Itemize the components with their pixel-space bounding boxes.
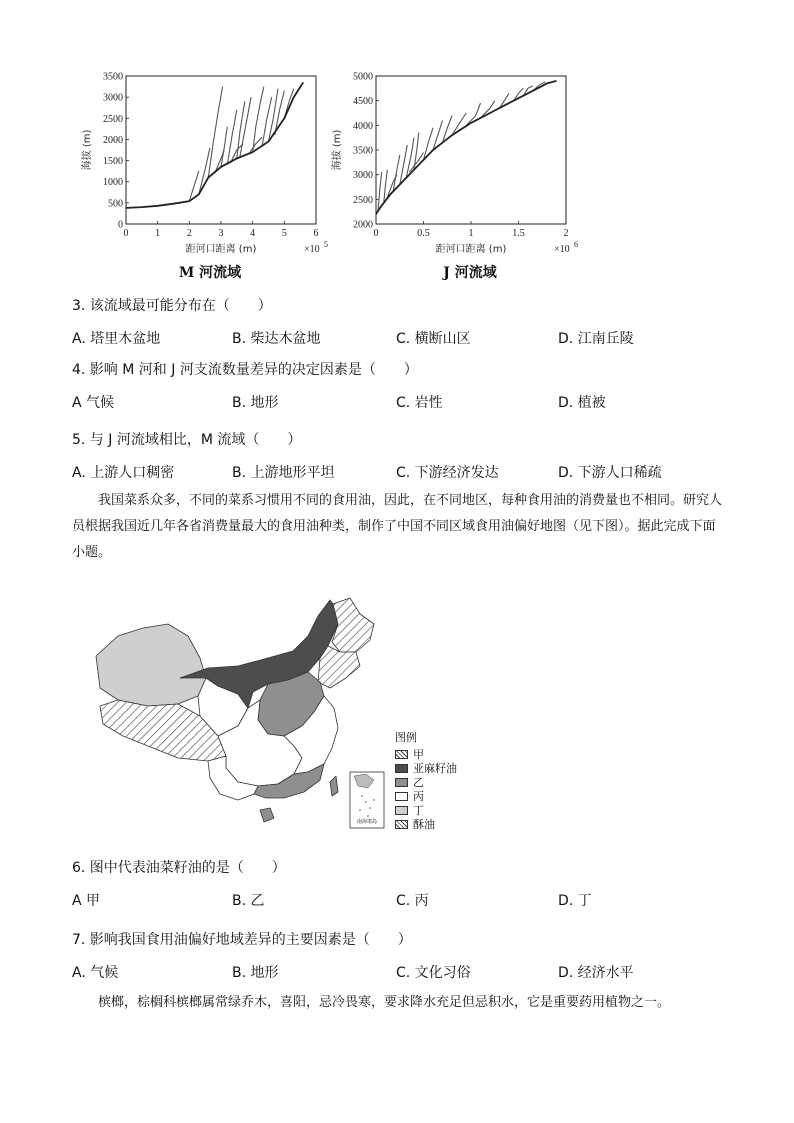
option-d[interactable]: D. 植被 <box>558 395 606 411</box>
region-xinjiang <box>96 624 206 706</box>
legend-label: 丁 <box>413 804 424 817</box>
question-6-stem: 6. 图中代表油菜籽油的是（ ） <box>72 860 286 876</box>
map-legend <box>395 729 475 831</box>
chart-m-x-exponent: 5 <box>324 240 328 249</box>
chart-j-xtick-label: 0 <box>373 228 379 239</box>
chart-m-main-stream-line <box>126 82 303 208</box>
legend-item <box>395 775 475 789</box>
chart-m-ytick-label: 2000 <box>103 134 123 146</box>
chart-j-xtick-label: 1 <box>468 228 474 239</box>
legend-label: 酥油 <box>413 818 435 831</box>
chart-j-ytick-label: 3500 <box>353 145 373 157</box>
legend-item <box>395 761 475 775</box>
option-a[interactable]: A 气候 <box>72 395 115 411</box>
chart-j-xtick-label: 1.5 <box>512 228 525 239</box>
question-5 <box>72 430 752 490</box>
legend-label: 甲 <box>413 748 424 761</box>
legend-swatch <box>395 750 408 759</box>
chart-m-xtick-label: 3 <box>218 228 224 239</box>
region-heilongjiang <box>332 598 374 652</box>
chart-j-xlabel: 距河口距离 (m) <box>435 244 507 255</box>
chart-m-ytick-label: 1000 <box>103 177 123 189</box>
region-taiwan <box>330 776 338 796</box>
chart-m-ytick-label: 3500 <box>103 71 123 83</box>
legend-swatch <box>395 806 408 815</box>
option-d[interactable]: D. 下游人口稀疏 <box>558 465 662 481</box>
question-7 <box>72 930 752 988</box>
chart-m-x-multiplier: ×10 <box>304 244 320 255</box>
option-b[interactable]: B. 乙 <box>232 893 265 909</box>
chart-j-x-multiplier: ×10 <box>554 244 570 255</box>
legend-swatch <box>395 764 408 773</box>
legend-label: 亚麻籽油 <box>413 762 457 775</box>
option-a[interactable]: A 甲 <box>72 893 101 909</box>
chart-m-xtick-label: 6 <box>313 228 319 239</box>
chart-m-ytick-label: 3000 <box>103 92 123 104</box>
option-a[interactable]: A. 气候 <box>72 965 119 981</box>
legend-label: 乙 <box>413 776 424 789</box>
question-block-1 <box>72 296 752 490</box>
option-d[interactable]: D. 丁 <box>558 893 592 909</box>
question-3-options <box>72 328 752 360</box>
chart-m-caption: M 河流域 <box>178 265 242 281</box>
chart-j-tributary-line <box>452 113 466 135</box>
passage-cooking-oil: 我国菜系众多，不同的菜系习惯用不同的食用油，因此，在不同地区，每种食用油的消费量也不相同。研究人员根据我国近几年各省消费量最大的食用油种类，制作了中国不同区域食用油偏好地图（见下图）。据此完成下面小题。 <box>72 493 723 560</box>
chart-j-tributary-line <box>414 133 419 170</box>
chart-j-tributary-line <box>481 101 495 118</box>
chart-m-tributary-line <box>189 171 199 201</box>
region-hainan <box>260 808 274 822</box>
option-c[interactable]: C. 横断山区 <box>396 331 471 347</box>
option-b[interactable]: B. 地形 <box>232 965 279 981</box>
legend-swatch <box>395 820 408 829</box>
chart-j-ytick-label: 2500 <box>353 194 373 206</box>
option-c[interactable]: C. 丙 <box>396 893 429 909</box>
legend-label: 丙 <box>413 790 424 803</box>
chart-m-ytick-label: 500 <box>108 198 123 210</box>
chart-j-main-stream-line <box>376 81 557 214</box>
chart-m-svg <box>70 66 330 256</box>
option-b[interactable]: B. 上游地形平坦 <box>232 465 335 481</box>
option-b[interactable]: B. 柴达木盆地 <box>232 331 321 347</box>
passage-betel-palm: 槟榔，棕榈科槟榔属常绿乔木，喜阳，忌冷畏寒，要求降水充足但忌积水，它是重要药用植物之一。 <box>98 995 671 1010</box>
inset-label: 南海诸岛 <box>356 819 377 825</box>
chart-j-xtick-label: 2 <box>563 228 569 239</box>
chart-m-xtick-label: 4 <box>250 228 256 239</box>
chart-m-xtick-label: 5 <box>281 228 287 239</box>
chart-m-ytick-label: 0 <box>118 219 123 231</box>
option-b[interactable]: B. 地形 <box>232 395 279 411</box>
question-block-2 <box>72 858 752 988</box>
option-c[interactable]: C. 下游经济发达 <box>396 465 499 481</box>
question-4 <box>72 360 752 430</box>
legend-item <box>395 747 475 761</box>
option-a[interactable]: A. 塔里木盆地 <box>72 331 161 347</box>
question-5-options <box>72 462 752 490</box>
chart-m-tributary-line <box>240 97 251 156</box>
question-6-options <box>72 890 752 930</box>
chart-m-xtick-label: 0 <box>123 228 129 239</box>
region-northeast <box>318 646 360 688</box>
legend-item <box>395 789 475 803</box>
legend-item <box>395 817 475 831</box>
chart-m-tributary-line <box>253 87 264 153</box>
legend-list <box>395 747 475 831</box>
chart-m-tributary-line <box>227 110 237 165</box>
chart-j-plot-frame <box>376 76 566 224</box>
question-7-options <box>72 962 752 988</box>
option-d[interactable]: D. 江南丘陵 <box>558 331 634 347</box>
question-6 <box>72 858 752 930</box>
chart-m-tributary-line <box>221 127 227 167</box>
chart-m-xtick-label: 2 <box>186 228 192 239</box>
chart-m-tributary-line <box>199 148 210 195</box>
chart-m-xtick-label: 1 <box>155 228 161 239</box>
question-7-stem: 7. 影响我国食用油偏好地域差异的主要因素是（ ） <box>72 932 412 948</box>
chart-j-ylabel: 海拔 (m) <box>332 129 343 171</box>
chart-j-xtick-label: 0.5 <box>417 228 430 239</box>
question-4-options <box>72 392 752 430</box>
chart-m-ytick-label: 1500 <box>103 156 123 168</box>
chart-m-river <box>70 66 330 286</box>
option-c[interactable]: C. 文化习俗 <box>396 965 471 981</box>
chart-j-ytick-label: 4500 <box>353 96 373 108</box>
legend-item <box>395 803 475 817</box>
chart-j-river <box>320 66 580 286</box>
legend-title: 图例 <box>395 731 417 744</box>
option-c[interactable]: C. 岩性 <box>396 395 443 411</box>
chart-j-caption: J 河流域 <box>443 265 497 281</box>
question-5-stem: 5. 与 J 河流域相比，M 流域（ ） <box>72 432 302 448</box>
chart-m-xlabel: 距河口距离 (m) <box>185 244 257 255</box>
chart-j-ytick-label: 3000 <box>353 170 373 182</box>
chart-j-svg <box>320 66 580 256</box>
option-a[interactable]: A. 上游人口稠密 <box>72 465 175 481</box>
option-d[interactable]: D. 经济水平 <box>558 965 634 981</box>
legend-swatch <box>395 792 408 801</box>
chart-m-ylabel: 海拔 (m) <box>82 129 93 171</box>
question-4-stem: 4. 影响 M 河和 J 河支流数量差异的决定因素是（ ） <box>72 362 418 378</box>
question-3 <box>72 296 752 360</box>
question-3-stem: 3. 该流域最可能分布在（ ） <box>72 298 272 314</box>
chart-m-ytick-label: 2500 <box>103 113 123 125</box>
chart-j-x-exponent: 6 <box>574 240 578 249</box>
chart-j-ytick-label: 5000 <box>353 71 373 83</box>
legend-swatch <box>395 778 408 787</box>
chart-m-tributary-line <box>208 87 222 178</box>
chart-j-ytick-label: 2000 <box>353 219 373 231</box>
chart-j-ytick-label: 4000 <box>353 120 373 132</box>
